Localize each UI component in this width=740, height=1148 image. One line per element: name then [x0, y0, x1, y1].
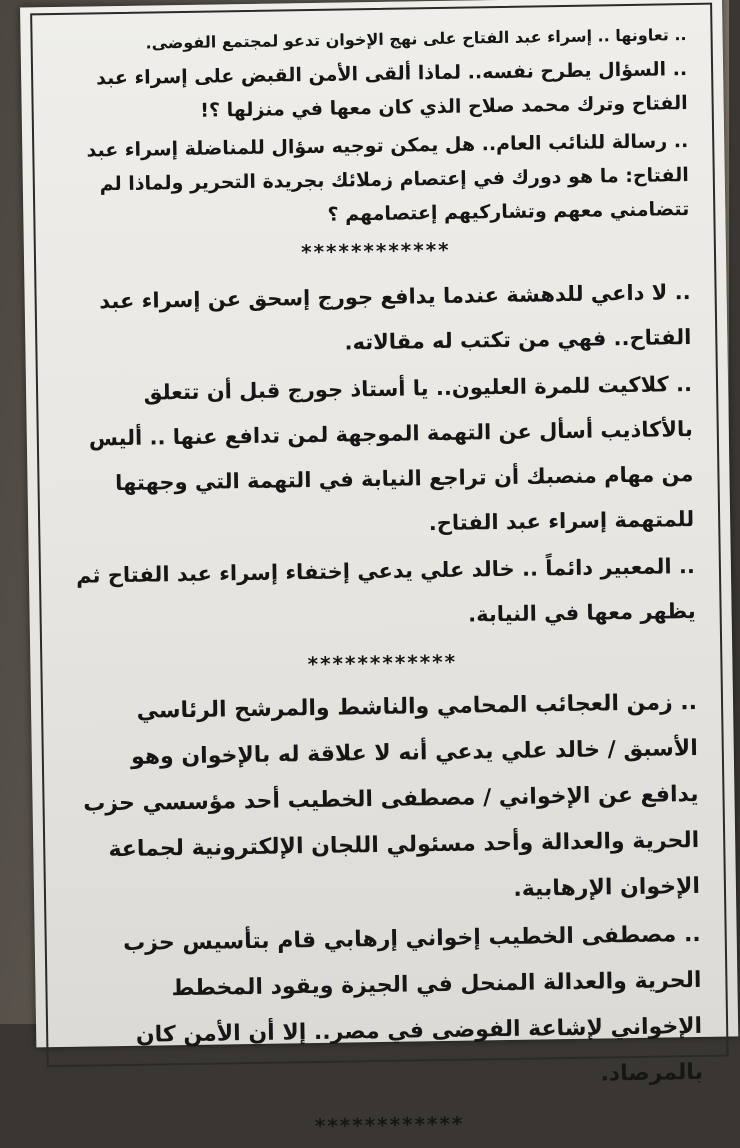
paragraph-7 [69, 680, 701, 920]
bullet: .. [674, 25, 687, 45]
paragraph-text: لا داعي للدهشة عندما يدافع جورج إسحق عن إسراء عبد الفتاح.. فهي من تكتب له مقالاته. [99, 280, 692, 355]
paragraph-text: تعاونها .. إسراء عبد الفتاح على نهج الإخوان تدعو لمجتمع الفوضى. [145, 25, 669, 53]
separator: ************ [314, 1111, 465, 1139]
paragraph-text: كلاكيت للمرة العليون.. يا أستاذ جورج قبل أن تتعلق بالأكاذيب أسأل عن التهمة الموجهة لمن تدافع عنها .. أليس من مهام منصبك أن تراجع النيابة في التهمة التي وجهتها للمتهمة إسراء عبد الفتاح. [88, 372, 695, 536]
document-body [58, 15, 704, 1148]
bullet: .. [673, 130, 689, 153]
paragraph-2 [59, 52, 688, 130]
separator: ************ [307, 649, 458, 677]
paragraph-5 [64, 362, 695, 552]
paragraph-3 [60, 124, 690, 236]
bullet: .. [672, 58, 688, 81]
paragraph-4 [62, 270, 691, 370]
paragraph-text: المعبير دائماً .. خالد علي يدعي إختفاء إسراء عبد الفتاح ثم يظهر معها في النيابة. [75, 554, 696, 627]
paper-sheet [20, 0, 738, 1139]
bullet: .. [678, 553, 696, 579]
separator: ************ [300, 237, 451, 265]
paragraph-8 [72, 912, 703, 1106]
paragraph-6 [67, 544, 696, 644]
bullet: .. [675, 372, 693, 397]
bullet: .. [683, 921, 701, 948]
paragraph-text: رسالة للنائب العام.. هل يمكن توجيه سؤال للمناضلة إسراء عبد الفتاح: ما هو دورك في إعتصام زملائك بجريدة التحرير ولماذا لم تتضامني معهم وتشاركيهم إعتصامهم ؟ [86, 130, 690, 226]
bullet: .. [680, 689, 698, 716]
paragraph-text: مصطفى الخطيب إخواني إرهابي قام بتأسيس حزب الحرية والعدالة المنحل في الجيزة ويقود المخطط الإخواني لإشاعة الفوضى في مصر.. إلا أن الأمن كان بالمرصاد. [122, 922, 704, 1087]
paragraph-text: السؤال يطرح نفسه.. لماذا ألقى الأمن القبض على إسراء عبد الفتاح وترك محمد صلاح الذي كان معها في منزلها ؟! [95, 58, 688, 122]
bullet: .. [674, 280, 691, 305]
paragraph-text: زمن العجائب المحامي والناشط والمرشح الرئاسي الأسبق / خالد علي يدعي أنه لا علاقة له بالإخوان وهو يدافع عن الإخواني / مصطفى الخطيب أحد مؤسسي حزب الحرية والعدالة وأحد مسئولي اللجان الإلكترونية لجماعة الإخوان الإرهابية. [83, 690, 701, 902]
